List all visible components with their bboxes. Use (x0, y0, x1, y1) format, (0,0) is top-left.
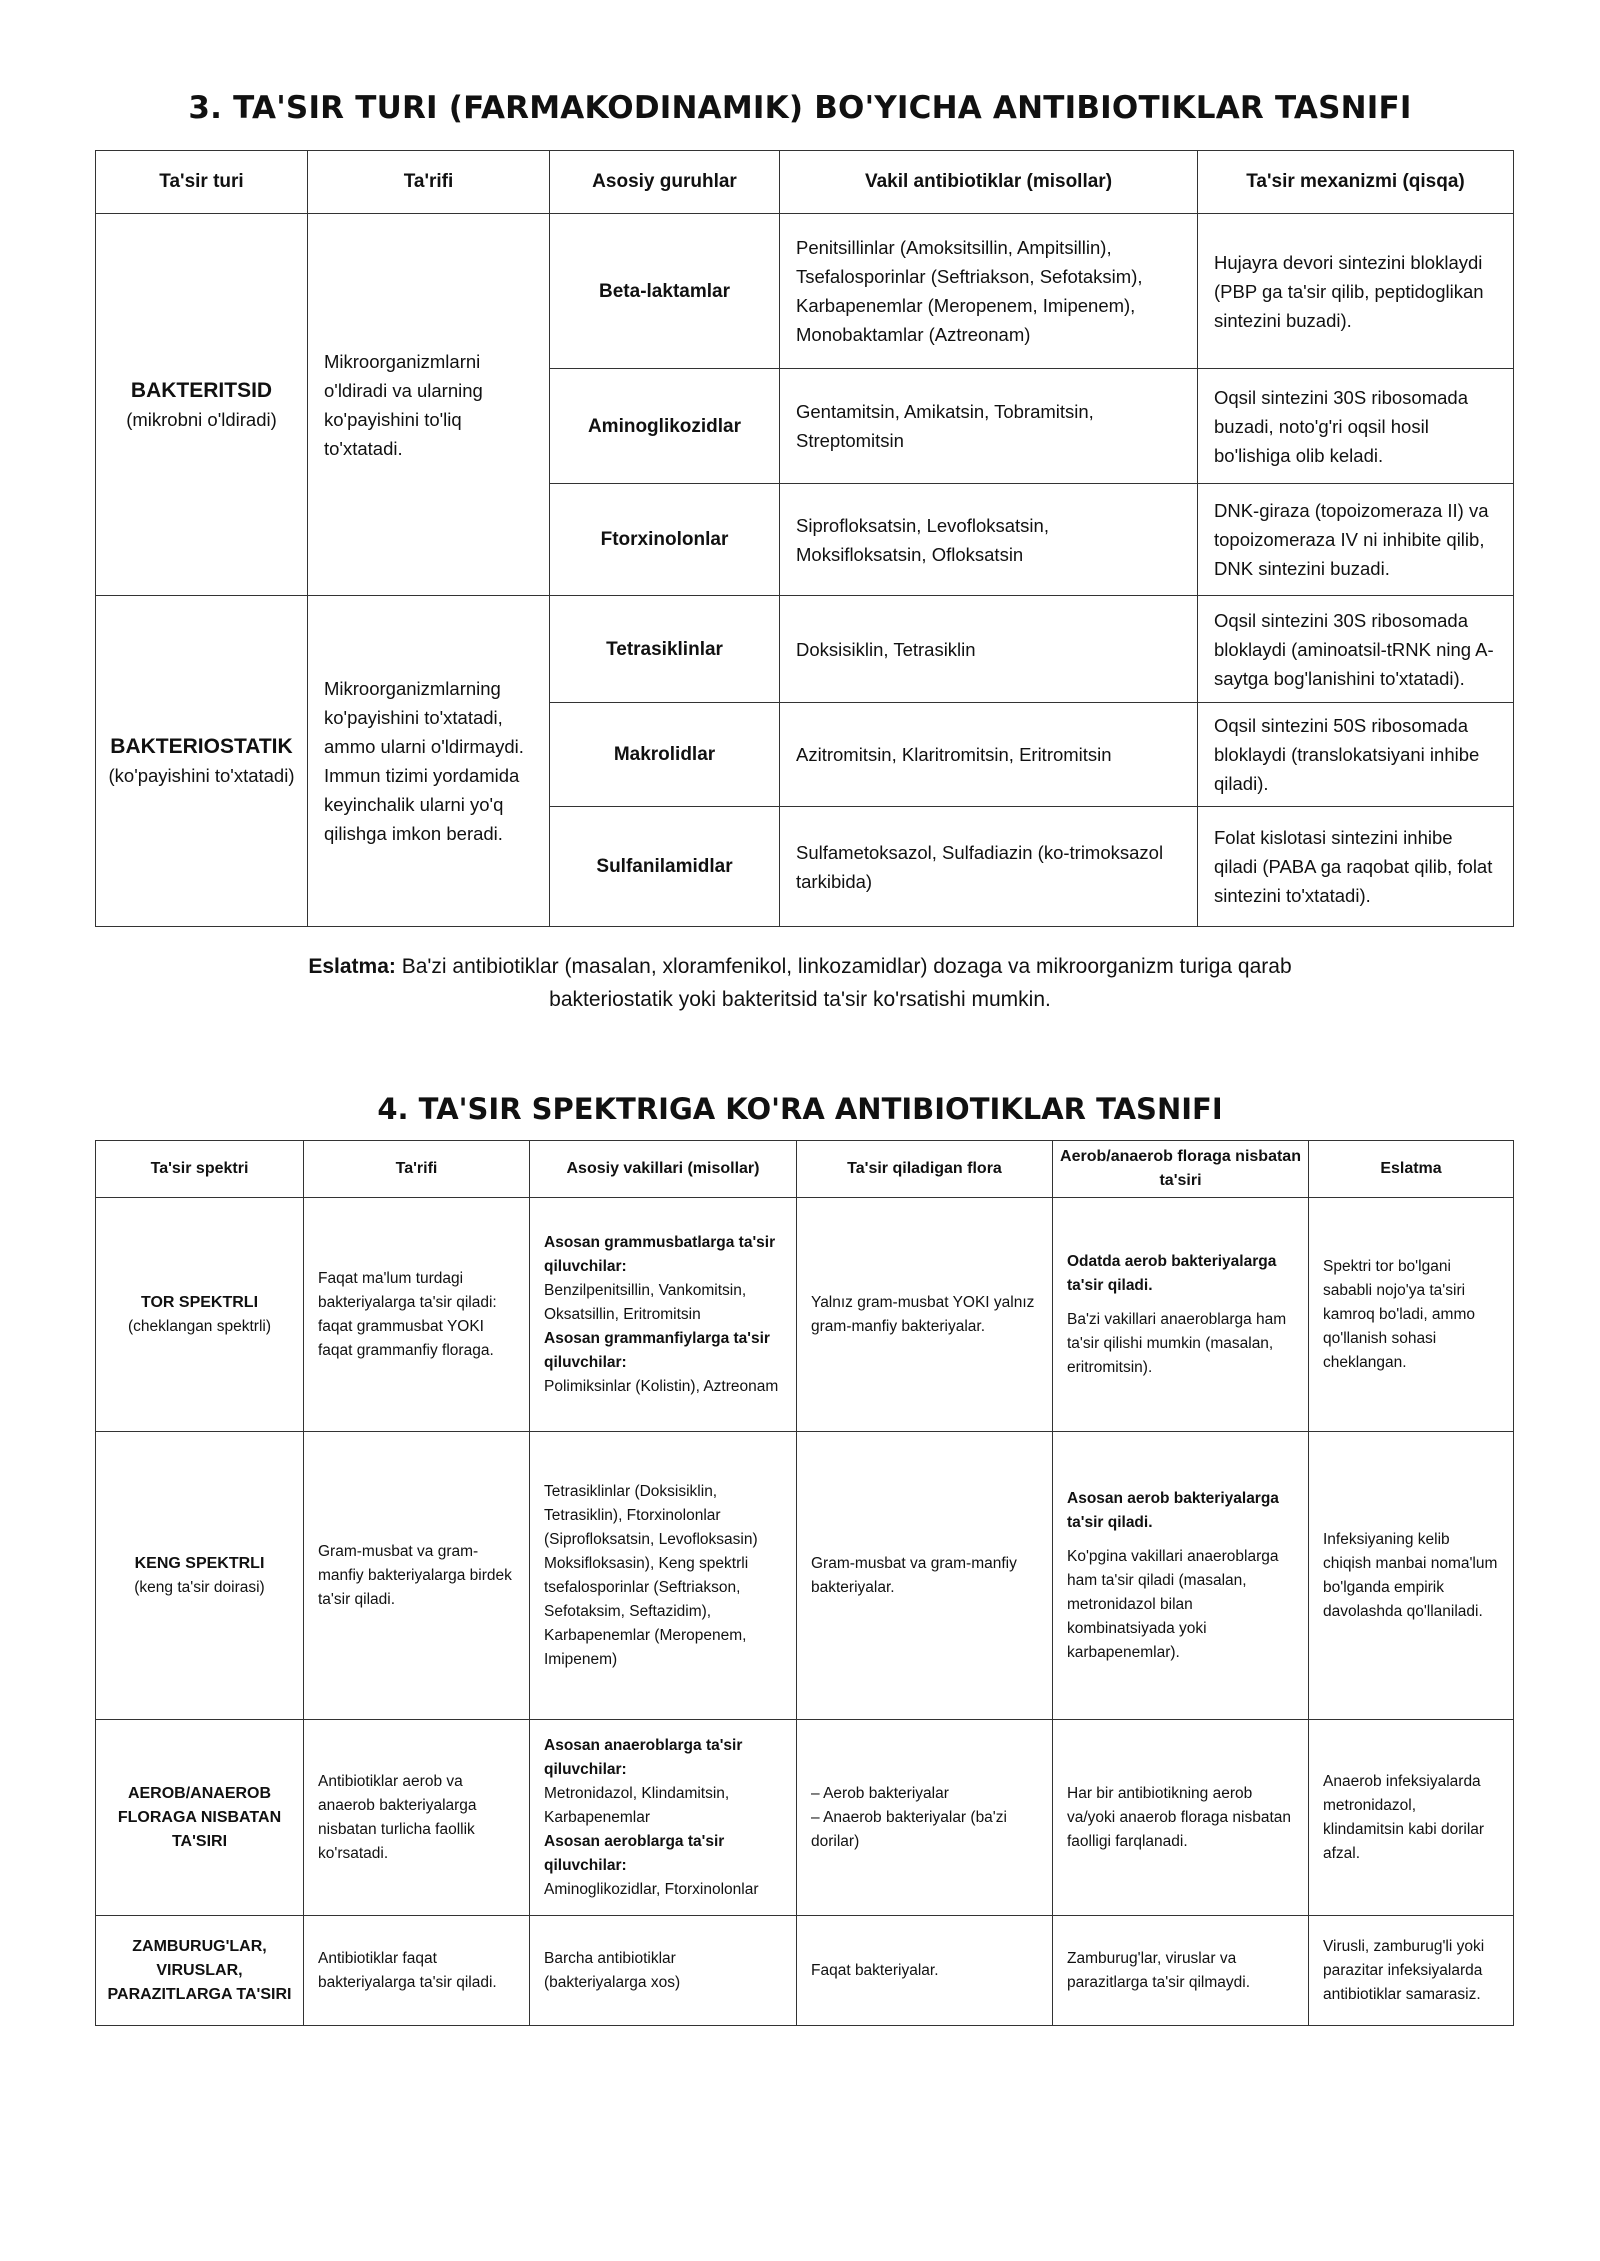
aerobic-body: Ko'pgina vakillari anaeroblarga ham ta'sir qiladi (masalan, metronidazol bilan kombinatsiyada yoki karbapenemlar). (1067, 1547, 1279, 1661)
mechanism-cell: Oqsil sintezini 30S ribosomada buzadi, noto'g'ri oqsil hosil bo'lishiga olib keladi. (1198, 369, 1514, 484)
spectrum-table (95, 1140, 1514, 2026)
aerobic-heading: Asosan aerob bakteriyalarga ta'sir qiladi. (1067, 1489, 1279, 1531)
flora-cell (797, 1720, 1053, 1916)
flora-line: – Aerob bakteriyalar (811, 1784, 949, 1802)
representatives-cell: Barcha antibiotiklar (bakteriyalarga xos) (530, 1916, 797, 2026)
note-cell: Anaerob infeksiyalarda metronidazol, klindamitsin kabi dorilar afzal. (1309, 1720, 1514, 1916)
mechanism-cell: Oqsil sintezini 30S ribosomada bloklaydi (aminoatsil-tRNK ning A-saytga bog'lanishini to'xtatadi). (1198, 596, 1514, 703)
group-cell: Beta-laktamlar (550, 214, 780, 369)
spectrum-type-cell (96, 1720, 304, 1916)
spectrum-type-sub: (keng ta'sir doirasi) (134, 1578, 265, 1596)
representatives-cell: Tetrasiklinlar (Doksisiklin, Tetrasiklin), Ftorxinolonlar (Siprofloksatsin, Levofloksasin) Moksifloksasin), Keng spektrli tsefalosporinlar (Seftriakson, Sefotaksim, Seftazidim), Karbapenemlar (Meropenem, Imipenem) (530, 1432, 797, 1720)
group-cell: Sulfanilamidlar (550, 807, 780, 927)
rep-heading: Asosan aeroblarga ta'sir qiluvchilar: (544, 1832, 725, 1874)
spectrum-type-cell (96, 1198, 304, 1432)
table-header-row (96, 151, 1514, 214)
note-cell: Infeksiyaning kelib chiqish manbai noma'lum bo'lganda empirik davolashda qo'llaniladi. (1309, 1432, 1514, 1720)
note-line1: Ba'zi antibiotiklar (masalan, xloramfenikol, linkozamidlar) dozaga va mikroorganizm turiga qarab (401, 955, 1292, 978)
table-row (96, 1916, 1514, 2026)
definition-cell: Antibiotiklar faqat bakteriyalarga ta'sir qiladi. (304, 1916, 530, 2026)
definition-cell: Mikroorganizmlarni o'ldiradi va ularning ko'payishini to'liq to'xtatadi. (308, 214, 550, 596)
group-cell: Ftorxinolonlar (550, 484, 780, 596)
spectrum-type-name: AEROB/ANAEROB FLORAGA NISBATAN TA'SIRI (117, 1784, 282, 1850)
examples-cell: Azitromitsin, Klaritromitsin, Eritromitsin (780, 703, 1198, 807)
flora-cell: Faqat bakteriyalar. (797, 1916, 1053, 2026)
group-cell: Tetrasiklinlar (550, 596, 780, 703)
aerobic-heading: Odatda aerob bakteriyalarga ta'sir qiladi. (1067, 1252, 1277, 1294)
definition-cell: Faqat ma'lum turdagi bakteriyalarga ta'sir qiladi: faqat grammusbat YOKI faqat grammanfiy floraga. (304, 1198, 530, 1432)
rep-heading: Asosan grammusbatlarga ta'sir qiluvchilar: (544, 1233, 776, 1275)
rep-body: Aminoglikozidlar, Ftorxinolonlar (544, 1880, 759, 1898)
flora-cell: Gram-musbat va gram-manfiy bakteriyalar. (797, 1432, 1053, 1720)
header-cell: Eslatma (1309, 1141, 1514, 1198)
spectrum-type-cell (96, 1916, 304, 2026)
examples-cell: Siprofloksatsin, Levofloksatsin, Moksifloksatsin, Ofloksatsin (780, 484, 1198, 596)
spectrum-type-cell (96, 1432, 304, 1720)
definition-cell: Mikroorganizmlarning ko'payishini to'xtatadi, ammo ularni o'ldirmaydi. Immun tizimi yordamida keyinchalik ularni yo'q qilishga imkon beradi. (308, 596, 550, 927)
action-type-cell (96, 596, 308, 927)
action-type-sub: (ko'payishini to'xtatadi) (108, 765, 295, 786)
spectrum-type-name: KENG SPEKTRLI (134, 1554, 265, 1572)
representatives-cell (530, 1720, 797, 1916)
aerobic-body: Ba'zi vakillari anaeroblarga ham ta'sir qilishi mumkin (masalan, eritromitsin). (1067, 1310, 1287, 1376)
table-row (96, 1432, 1514, 1720)
mechanism-cell: Hujayra devori sintezini bloklaydi (PBP ga ta'sir qilib, peptidoglikan sintezini buzadi). (1198, 214, 1514, 369)
spectrum-type-name: TOR SPEKTRLI (140, 1293, 259, 1311)
rep-body: Polimiksinlar (Kolistin), Aztreonam (544, 1377, 779, 1395)
table-row (96, 596, 1514, 703)
section4-title: 4. TA'SIR SPEKTRIGA KO'RA ANTIBIOTIKLAR TASNIFI (377, 1092, 1223, 1126)
definition-cell: Gram-musbat va gram-manfiy bakteriyalarga birdek ta'sir qiladi. (304, 1432, 530, 1720)
note-cell: Virusli, zamburug'li yoki parazitar infeksiyalarda antibiotiklar samarasiz. (1309, 1916, 1514, 2026)
header-cell: Ta'sir spektri (96, 1141, 304, 1198)
aerobic-cell: Zamburug'lar, viruslar va parazitlarga ta'sir qilmaydi. (1053, 1916, 1309, 2026)
flora-line: – Anaerob bakteriyalar (ba'zi dorilar) (811, 1808, 1007, 1850)
action-type-sub: (mikrobni o'ldiradi) (126, 408, 277, 430)
note-label: Eslatma: (308, 955, 396, 978)
rep-body: Benzilpenitsillin, Vankomitsin, Oksatsillin, Eritromitsin (544, 1281, 747, 1323)
table-row (96, 214, 1514, 369)
examples-cell: Penitsillinlar (Amoksitsillin, Ampitsillin), Tsefalosporinlar (Seftriakson, Sefotaksim), Karbapenemlar (Meropenem, Imipenem), Monobaktamlar (Aztreonam) (780, 214, 1198, 369)
mechanism-cell: DNK-giraza (topoizomeraza II) va topoizomeraza IV ni inhibite qilib, DNK sintezini buzadi. (1198, 484, 1514, 596)
examples-cell: Gentamitsin, Amikatsin, Tobramitsin, Streptomitsin (780, 369, 1198, 484)
header-cell: Vakil antibiotiklar (misollar) (780, 151, 1198, 214)
table-row (96, 1720, 1514, 1916)
group-cell: Aminoglikozidlar (550, 369, 780, 484)
header-cell: Ta'rifi (308, 151, 550, 214)
header-cell: Ta'rifi (304, 1141, 530, 1198)
section3-note (160, 950, 1440, 1016)
examples-cell: Sulfametoksazol, Sulfadiazin (ko-trimoksazol tarkibida) (780, 807, 1198, 927)
mechanism-cell: Folat kislotasi sintezini inhibe qiladi (PABA ga raqobat qilib, folat sintezini to'xtatadi). (1198, 807, 1514, 927)
rep-heading: Asosan anaeroblarga ta'sir qiluvchilar: (544, 1736, 743, 1778)
aerobic-cell: Har bir antibiotikning aerob va/yoki anaerob floraga nisbatan faolligi farqlanadi. (1053, 1720, 1309, 1916)
header-cell: Asosiy vakillari (misollar) (530, 1141, 797, 1198)
aerobic-cell (1053, 1432, 1309, 1720)
rep-body: Metronidazol, Klindamitsin, Karbapenemlar (544, 1784, 730, 1826)
mechanism-cell: Oqsil sintezini 50S ribosomada bloklaydi (translokatsiyani inhibe qiladi). (1198, 703, 1514, 807)
action-type-name: BAKTERIOSTATIK (110, 735, 293, 758)
action-type-name: BAKTERITSID (130, 378, 273, 402)
table-header-row (96, 1141, 1514, 1198)
flora-cell: Yalnız gram-musbat YOKI yalnız gram-manfiy bakteriyalar. (797, 1198, 1053, 1432)
action-type-cell (96, 214, 308, 596)
note-line2: bakteriostatik yoki bakteritsid ta'sir ko'rsatishi mumkin. (549, 988, 1051, 1011)
header-cell: Ta'sir mexanizmi (qisqa) (1198, 151, 1514, 214)
rep-heading: Asosan grammanfiylarga ta'sir qiluvchilar: (544, 1329, 770, 1371)
spectrum-type-sub: (cheklangan spektrli) (127, 1317, 271, 1335)
header-cell: Asosiy guruhlar (550, 151, 780, 214)
definition-cell: Antibiotiklar aerob va anaerob bakteriyalarga nisbatan turlicha faollik ko'rsatadi. (304, 1720, 530, 1916)
group-cell: Makrolidlar (550, 703, 780, 807)
pharmacodynamic-table (95, 150, 1514, 927)
header-cell: Aerob/anaerob floraga nisbatan ta'siri (1053, 1141, 1309, 1198)
table-row (96, 1198, 1514, 1432)
note-cell: Spektri tor bo'lgani sababli nojo'ya ta'siri kamroq bo'ladi, ammo qo'llanish sohasi cheklangan. (1309, 1198, 1514, 1432)
header-cell: Ta'sir turi (96, 151, 308, 214)
aerobic-cell (1053, 1198, 1309, 1432)
examples-cell: Doksisiklin, Tetrasiklin (780, 596, 1198, 703)
spectrum-type-name: ZAMBURUG'LAR, VIRUSLAR, PARAZITLARGA TA'SIRI (107, 1937, 292, 2003)
section3-title: 3. TA'SIR TURI (FARMAKODINAMIK) BO'YICHA ANTIBIOTIKLAR TASNIFI (188, 90, 1412, 126)
header-cell: Ta'sir qiladigan flora (797, 1141, 1053, 1198)
representatives-cell (530, 1198, 797, 1432)
